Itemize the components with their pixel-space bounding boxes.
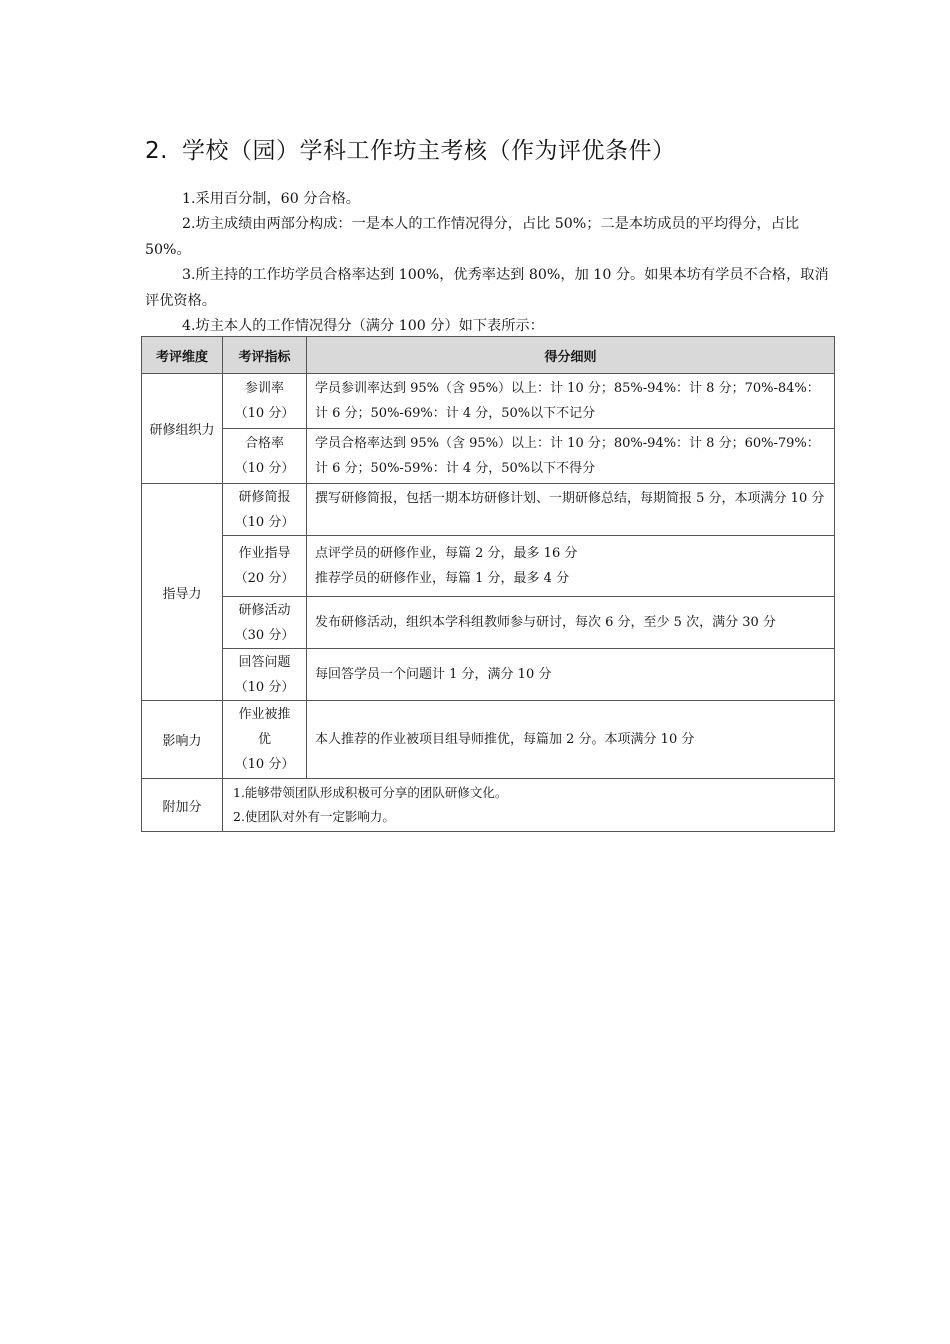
table-row: [142, 374, 835, 429]
detail-cell: 学员参训率达到 95%（含 95%）以上：计 10 分；85%-94%：计 8 分；70%-84%：计 6 分；50%-69%：计 4 分，50%以下不记分: [307, 374, 835, 429]
table-row: [142, 429, 835, 484]
table-row: [142, 597, 835, 649]
scoring-table: [141, 336, 835, 832]
extra-item: 2.使团队对外有一定影响力。: [233, 809, 395, 824]
rule-paragraph-3: 3.所主持的工作坊学员合格率达到 100%，优秀率达到 80%，加 10 分。如果本坊有学员不合格，取消评优资格。: [145, 267, 829, 309]
extra-points-cell: [223, 779, 835, 832]
indicator-cell: 合格率 （10 分）: [223, 429, 307, 484]
section-heading: [145, 132, 675, 165]
detail-cell: 点评学员的研修作业，每篇 2 分，最多 16 分 推荐学员的研修作业，每篇 1 分，最多 4 分: [307, 536, 835, 597]
column-header-dimension: 考评维度: [142, 337, 223, 374]
table-row: [142, 779, 835, 832]
rule-paragraph-2: 2.坊主成绩由两部分构成：一是本人的工作情况得分，占比 50%；二是本坊成员的平均得分，占比 50%。: [145, 216, 800, 258]
column-header-detail: 得分细则: [307, 337, 835, 374]
rule-paragraph-1: 1.采用百分制，60 分合格。: [182, 191, 360, 207]
section-title: 学校（园）学科工作坊主考核（作为评优条件）: [181, 138, 676, 164]
indicator-cell: 参训率 （10 分）: [223, 374, 307, 429]
detail-cell: 学员合格率达到 95%（含 95%）以上：计 10 分；80%-94%：计 8 分；60%-79%：计 6 分；50%-59%：计 4 分，50%以下不得分: [307, 429, 835, 484]
dimension-cell: 研修组织力: [142, 374, 223, 484]
rule-paragraph-4: 4.坊主本人的工作情况得分（满分 100 分）如下表所示：: [182, 318, 544, 334]
table-header-row: [142, 337, 835, 374]
dimension-cell: 附加分: [142, 779, 223, 832]
section-number: 2.: [145, 138, 168, 164]
indicator-cell: 研修活动 （30 分）: [223, 597, 307, 649]
detail-cell: 撰写研修简报，包括一期本坊研修计划、一期研修总结，每期简报 5 分，本项满分 10 分: [307, 484, 835, 536]
dimension-cell: 影响力: [142, 701, 223, 779]
indicator-cell: 作业被推 优 （10 分）: [223, 701, 307, 779]
detail-cell: 本人推荐的作业被项目组导师推优，每篇加 2 分。本项满分 10 分: [307, 701, 835, 779]
dimension-cell: 指导力: [142, 484, 223, 701]
table-row: [142, 649, 835, 701]
extra-item: 1.能够带领团队形成积极可分享的团队研修文化。: [233, 785, 508, 800]
table-row: [142, 701, 835, 779]
detail-cell: 每回答学员一个问题计 1 分，满分 10 分: [307, 649, 835, 701]
column-header-indicator: 考评指标: [223, 337, 307, 374]
indicator-cell: 研修简报 （10 分）: [223, 484, 307, 536]
table-row: [142, 484, 835, 536]
indicator-cell: 作业指导 （20 分）: [223, 536, 307, 597]
table-row: [142, 536, 835, 597]
indicator-cell: 回答问题 （10 分）: [223, 649, 307, 701]
detail-cell: 发布研修活动，组织本学科组教师参与研讨，每次 6 分，至少 5 次，满分 30 分: [307, 597, 835, 649]
